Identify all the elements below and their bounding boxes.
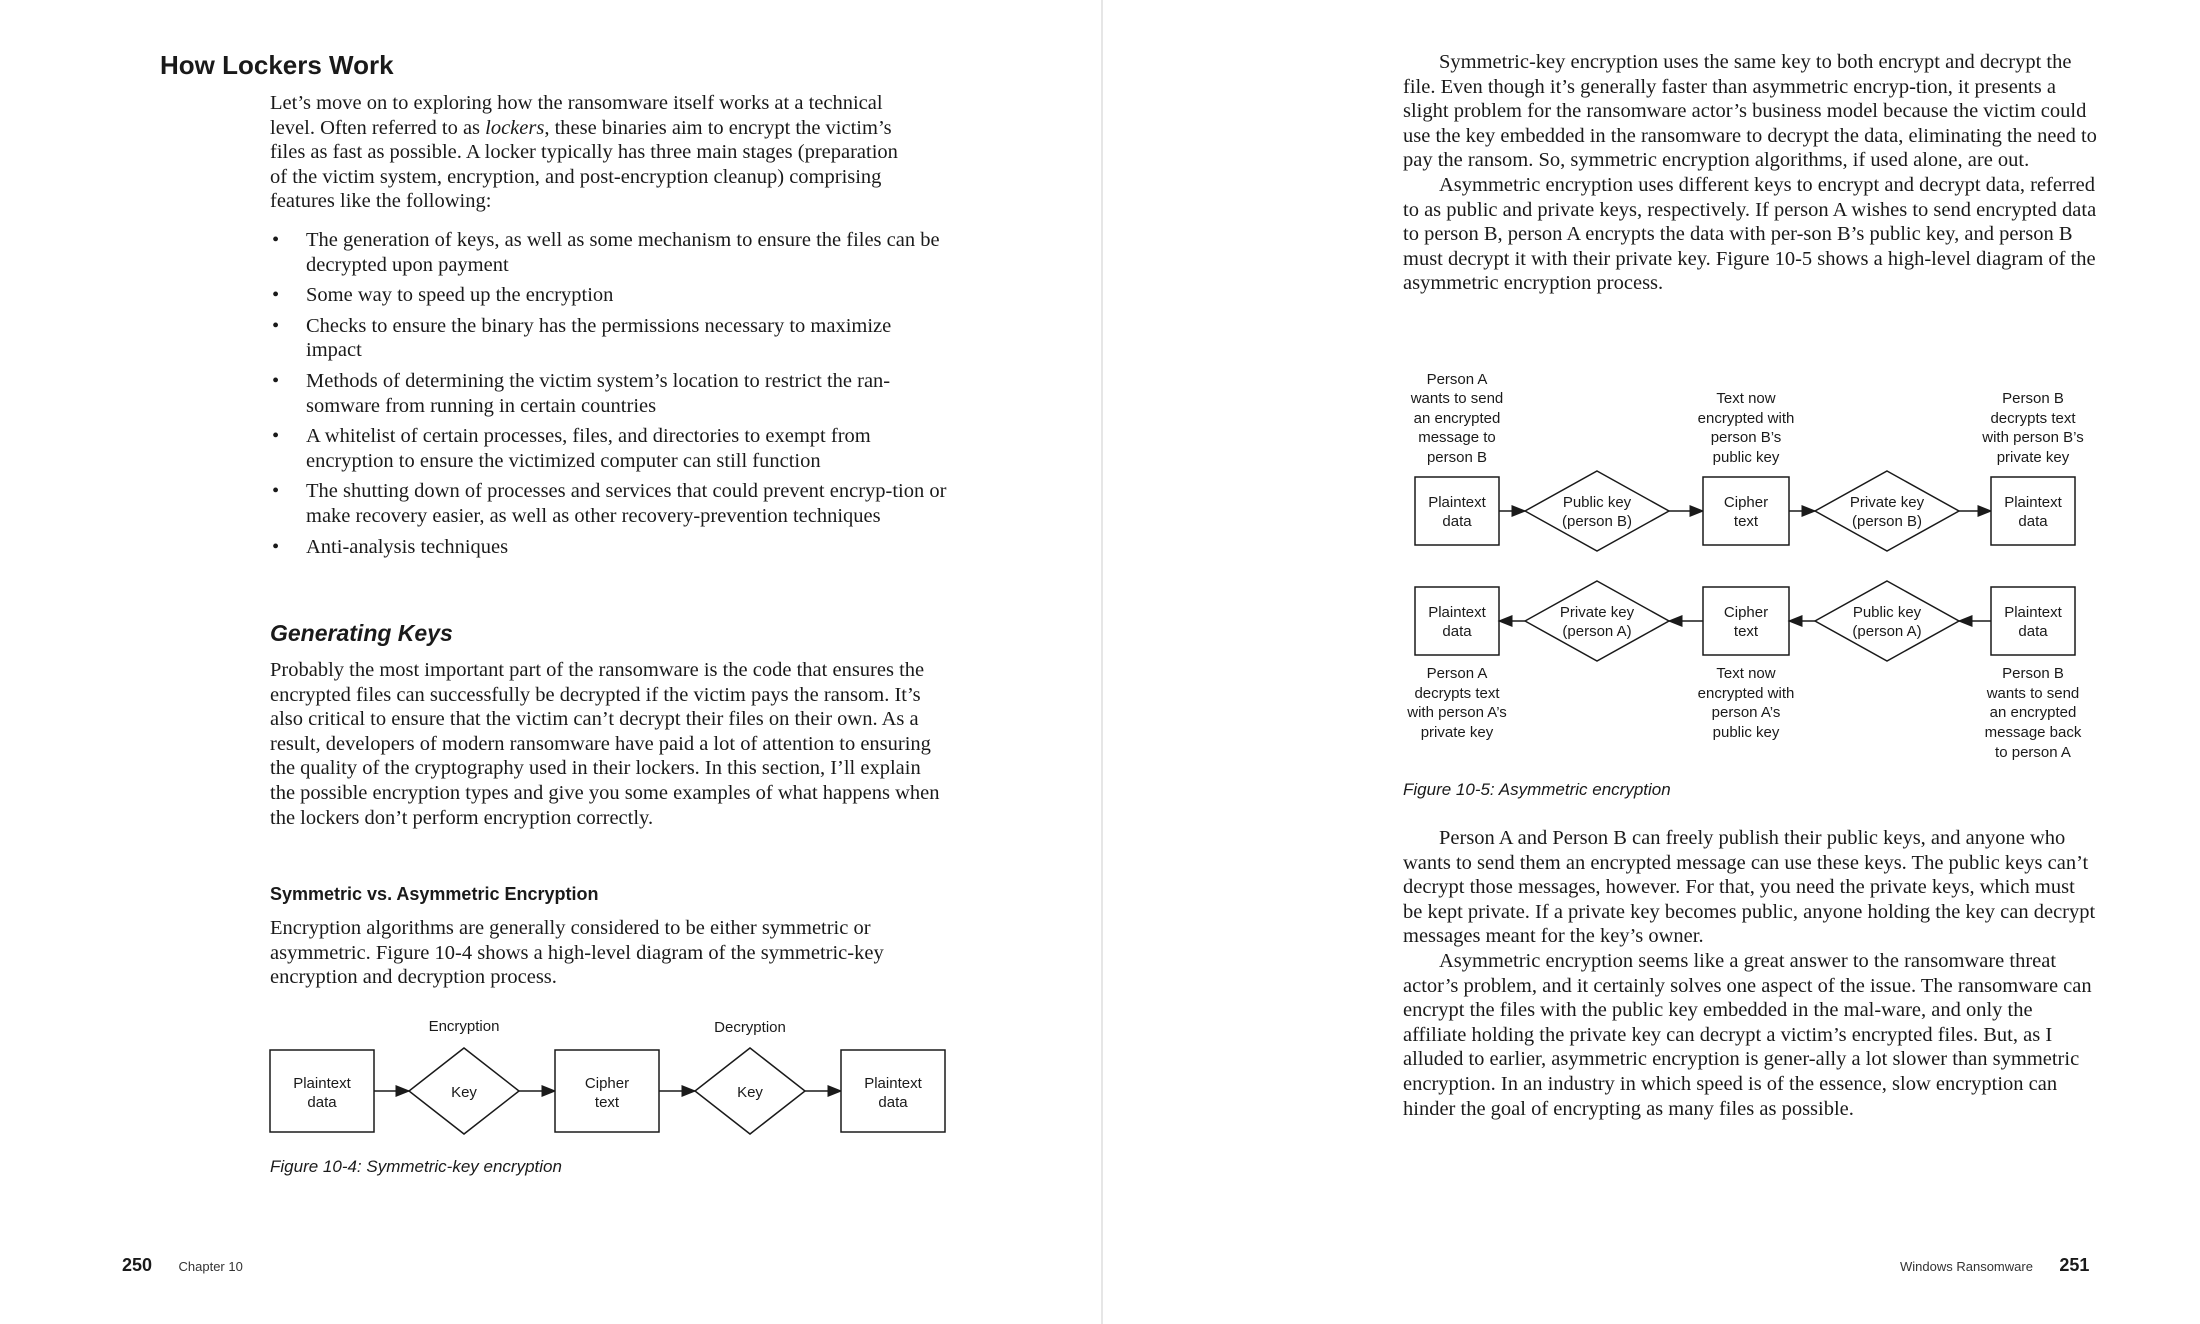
ciphertext-label: text xyxy=(1733,513,1759,530)
private-key-diamond xyxy=(1525,581,1669,661)
plaintext-label: data xyxy=(1442,513,1472,530)
key-label: Key xyxy=(737,1084,763,1101)
intro-line: level. Often referred to as lockers, these binaries aim to encrypt the victim’s xyxy=(270,116,892,139)
plaintext-box xyxy=(1415,477,1499,545)
note-line: wants to send xyxy=(1986,685,2080,702)
right-page xyxy=(1103,0,2200,1324)
plaintext-label: data xyxy=(1442,623,1472,640)
ciphertext-label: Cipher xyxy=(584,1075,630,1092)
section-heading: How Lockers Work xyxy=(160,50,394,80)
note-line: with person A’s xyxy=(1407,704,1507,721)
list-item: • The shutting down of processes and services that could prevent encryp-tion or make recovery easier, as well as other recovery-prevention techniques xyxy=(272,480,947,527)
list-item: • Methods of determining the victim system’s location to restrict the ran-somware from running in certain countries xyxy=(272,369,891,417)
note-line: encrypted with xyxy=(1697,410,1795,427)
key-label: (person A) xyxy=(1562,623,1632,640)
bullet-icon: • xyxy=(272,229,280,251)
figure-caption: Figure 10-5: Asymmetric encryption xyxy=(1403,780,1671,799)
features-bullet-list xyxy=(270,228,950,565)
list-item: • Some way to speed up the encryption xyxy=(272,284,614,307)
right-text-block-top xyxy=(1403,50,2098,296)
key-label: Key xyxy=(451,1084,477,1101)
plaintext-label: data xyxy=(307,1094,337,1111)
note-line: an encrypted xyxy=(1413,410,1501,427)
intro-line: Let’s move on to exploring how the ransomware itself works at a technical xyxy=(270,92,883,114)
intro-line: features like the following: xyxy=(270,190,492,213)
intro-paragraph xyxy=(270,91,960,214)
plaintext-label: Plaintext xyxy=(293,1075,351,1092)
list-item: • Checks to ensure the binary has the permissions necessary to maximize impact xyxy=(272,314,892,362)
plaintext-label: Plaintext xyxy=(2004,494,2062,511)
bullet-icon: • xyxy=(272,284,280,307)
key-label: Private key xyxy=(1559,604,1635,621)
asymmetric-paragraph: Asymmetric encryption uses different keys to encrypt and decrypt data, referred to as public and private keys, respectively. If person A wishes to send encrypted data to person B, person A encrypts the data with per-son B’s public key, and person B must decrypt it with their private key. Figure 10-5 shows a high-level diagram of the asymmetric encryption process. xyxy=(1403,173,2097,295)
bullet-icon: • xyxy=(272,535,280,558)
key-label: (person A) xyxy=(1852,623,1922,640)
note-line: person B’s xyxy=(1710,429,1782,446)
decryption-label: Decryption xyxy=(714,1019,786,1036)
note-line: Person A xyxy=(1426,665,1488,682)
bullet-icon: • xyxy=(272,425,280,448)
note-line: Person A xyxy=(1426,371,1488,388)
page-footer xyxy=(122,1255,243,1276)
figure-10-4-diagram xyxy=(268,1010,958,1140)
note-line: wants to send xyxy=(1410,390,1504,407)
plaintext-label: Plaintext xyxy=(864,1075,922,1092)
bullet-icon: • xyxy=(272,480,280,503)
ciphertext-label: Cipher xyxy=(1723,494,1769,511)
plaintext-box xyxy=(1991,587,2075,655)
ciphertext-label: Cipher xyxy=(1723,604,1769,621)
lockers-term: lockers xyxy=(485,116,545,139)
plaintext-label: data xyxy=(2018,623,2048,640)
list-item: • A whitelist of certain processes, files, and directories to exempt from encryption to ensure the victimized computer can still function xyxy=(272,425,871,472)
bullet-icon: • xyxy=(272,314,280,337)
figure-caption: Figure 10-4: Symmetric-key encryption xyxy=(270,1157,562,1176)
plaintext-label: data xyxy=(878,1094,908,1111)
figure-10-5-diagram xyxy=(1399,368,2099,768)
note-line: public key xyxy=(1712,724,1780,741)
ciphertext-label: text xyxy=(594,1094,620,1111)
note-line: Person B xyxy=(2002,390,2064,407)
public-keys-paragraph: Person A and Person B can freely publish their public keys, and anyone who wants to send them an encrypted message can use these keys. The public keys can’t decrypt those messages, however. For that, you need the private keys, which must be kept private. If a private key becomes public, anyone holding the key can decrypt messages meant for the key’s owner. xyxy=(1403,827,2096,948)
symmetric-key-paragraph: Symmetric-key encryption uses the same key to both encrypt and decrypt the file. Even though it’s generally faster than asymmetric encryp-tion, it presents a slight problem for the ransomware actor’s business model because the victim could use the key embedded in the ransomware to decrypt the data, eliminating the need to pay the ransom. So, symmetric encryption algorithms, if used alone, are out. xyxy=(1403,51,2097,172)
encryption-label: Encryption xyxy=(428,1018,500,1035)
note-line: message back xyxy=(1984,724,2082,741)
plaintext-label: Plaintext xyxy=(2004,604,2062,621)
plaintext-label: data xyxy=(2018,513,2048,530)
list-item: • The generation of keys, as well as some mechanism to ensure the files can be decrypted upon payment xyxy=(272,229,940,276)
key-label: Private key xyxy=(1849,494,1925,511)
ciphertext-box xyxy=(1703,587,1789,655)
note-line: Text now xyxy=(1716,390,1776,407)
chapter-label: Chapter 10 xyxy=(178,1259,243,1274)
ciphertext-box xyxy=(1703,477,1789,545)
subsubsection-heading: Symmetric vs. Asymmetric Encryption xyxy=(270,884,599,904)
intro-line: of the victim system, encryption, and post-encryption cleanup) comprising xyxy=(270,165,882,188)
plaintext-label: Plaintext xyxy=(1428,604,1486,621)
note-line: decrypts text xyxy=(1414,685,1500,702)
generating-keys-paragraph: Probably the most important part of the ransomware is the code that ensures the encrypted files can successfully be decrypted if the victim pays the ransom. It’s also critical to ensure that the victim can’t decrypt their files on their own. As a result, developers of modern ransomware have paid a lot of attention to ensuring the quality of the cryptography used in their lockers. In this section, I’ll explain the possible encryption types and give you some examples of what happens when the lockers don’t perform encryption correctly. xyxy=(270,659,940,829)
note-line: person A’s xyxy=(1711,704,1781,721)
asymmetric-answer-paragraph: Asymmetric encryption seems like a great answer to the ransomware threat actor’s problem, and it certainly solves one aspect of the issue. The ransomware can encrypt the files with the public key embedded in the mal-ware, and only the affiliate holding the private key can decrypt a victim’s encrypted files. But, as I alluded to earlier, asymmetric encryption is gener-ally a lot slower than symmetric encryption. In an industry in which speed is of the essence, slow encryption can hinder the goal of encrypting as many files as possible. xyxy=(1403,949,2092,1120)
plaintext-box xyxy=(1991,477,2075,545)
symmetric-paragraph: Encryption algorithms are generally considered to be either symmetric or asymmetric. Figure 10-4 shows a high-level diagram of the symmetric-key encryption and decryption process. xyxy=(270,917,884,989)
plaintext-label: Plaintext xyxy=(1428,494,1486,511)
key-label: (person B) xyxy=(1561,513,1633,530)
page-footer xyxy=(1900,1255,2089,1276)
note-line: an encrypted xyxy=(1989,704,2077,721)
note-line: public key xyxy=(1712,449,1780,466)
key-label: Public key xyxy=(1562,494,1632,511)
intro-line: files as fast as possible. A locker typically has three main stages (preparation xyxy=(270,141,898,164)
public-key-diamond xyxy=(1525,471,1669,551)
page-number: 251 xyxy=(2059,1255,2090,1275)
section-label: Windows Ransomware xyxy=(1900,1259,2033,1274)
note-line: to person A xyxy=(1995,744,2071,761)
key-label: (person B) xyxy=(1851,513,1923,530)
note-line: message to xyxy=(1418,429,1496,446)
note-line: decrypts text xyxy=(1990,410,2076,427)
right-text-block-bottom xyxy=(1403,826,2098,1121)
note-line: encrypted with xyxy=(1697,685,1795,702)
plaintext-box xyxy=(1415,587,1499,655)
note-line: with person B’s xyxy=(1982,429,2084,446)
note-line: private key xyxy=(1996,449,2070,466)
key-label: Public key xyxy=(1852,604,1922,621)
list-item: • Anti-analysis techniques xyxy=(272,535,509,558)
subsection-heading: Generating Keys xyxy=(270,620,453,646)
private-key-diamond xyxy=(1815,471,1959,551)
public-key-diamond xyxy=(1815,581,1959,661)
note-line: person B xyxy=(1426,449,1488,466)
note-line: Person B xyxy=(2002,665,2064,682)
note-line: private key xyxy=(1420,724,1494,741)
bullet-icon: • xyxy=(272,369,280,392)
ciphertext-label: text xyxy=(1733,623,1759,640)
page-number: 250 xyxy=(122,1255,153,1275)
note-line: Text now xyxy=(1716,665,1776,682)
